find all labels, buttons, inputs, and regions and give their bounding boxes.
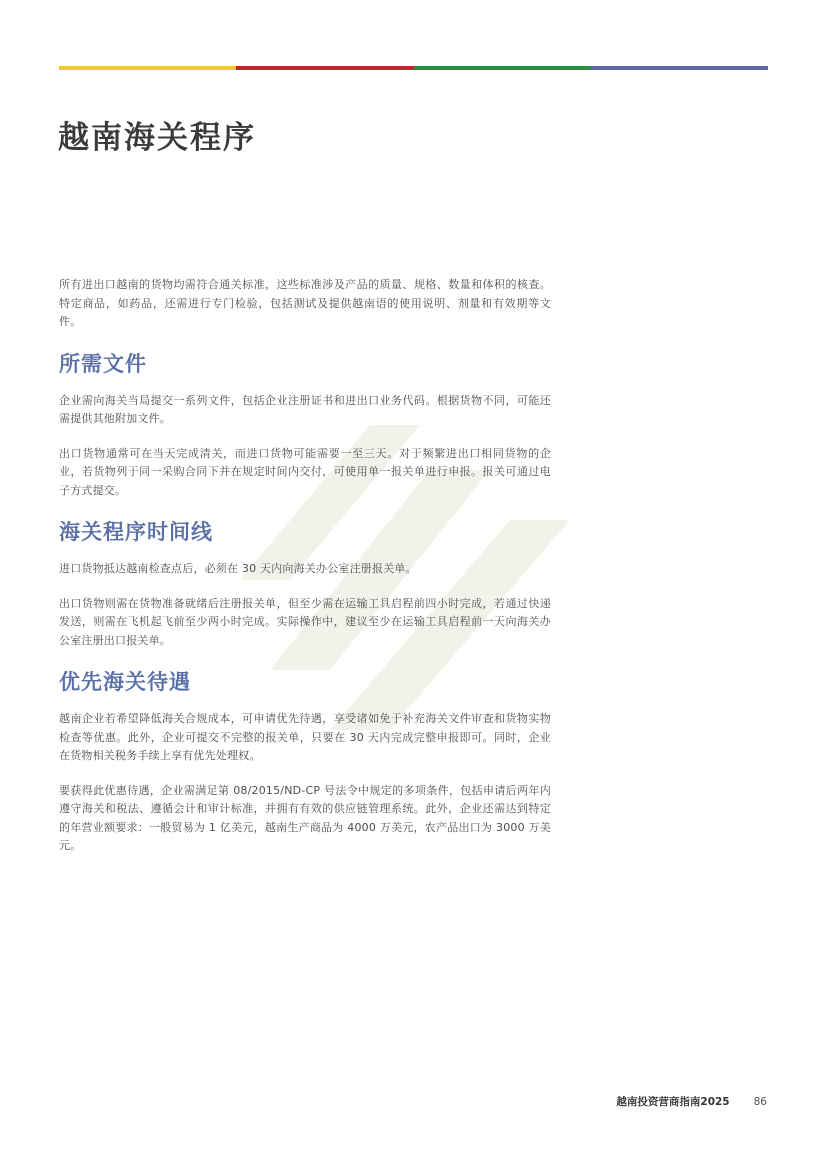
paragraph: 越南企业若希望降低海关合规成本，可申请优先待遇，享受诸如免于补充海关文件审查和货物实物检查等优惠。此外，企业可提交不完整的报关单，只要在 30 天内完成完整申报即可。同时，企业在货物相关税务手续上享有优先处理权。 bbox=[59, 712, 551, 762]
bar-segment-red bbox=[236, 66, 413, 70]
bar-segment-green bbox=[414, 66, 591, 70]
intro-paragraph: 所有进出口越南的货物均需符合通关标准，这些标准涉及产品的质量、规格、数量和体积的核查。特定商品，如药品，还需进行专门检验，包括测试及提供越南语的使用说明、剂量和有效期等文件。 bbox=[59, 278, 551, 328]
bar-segment-blue bbox=[591, 66, 768, 70]
footer-title: 越南投资营商指南2025 bbox=[616, 1096, 730, 1108]
page-title: 越南海关程序 bbox=[58, 120, 256, 156]
paragraph: 企业需向海关当局提交一系列文件，包括企业注册证书和进出口业务代码。根据货物不同，可能还需提供其他附加文件。 bbox=[59, 393, 551, 425]
main-content bbox=[59, 276, 551, 872]
section-heading-timeline: 海关程序时间线 bbox=[59, 520, 213, 544]
page-number: 86 bbox=[753, 1095, 767, 1108]
page-footer bbox=[616, 1094, 767, 1109]
paragraph: 要获得此优惠待遇，企业需满足第 08/2015/ND-CP 号法令中规定的多项条件，包括申请后两年内遵守海关和税法、遵循会计和审计标准，并拥有有效的供应链管理系统。此外，企业还需达到特定的年营业额要求：一般贸易为 1 亿美元，越南生产商品为 4000 万美元，农产品出口为 3000 万美元。 bbox=[59, 783, 551, 852]
top-color-bar bbox=[59, 66, 768, 70]
paragraph: 进口货物抵达越南检查点后，必须在 30 天内向海关办公室注册报关单。 bbox=[59, 562, 417, 575]
paragraph: 出口货物则需在货物准备就绪后注册报关单，但至少需在运输工具启程前四小时完成，若通过快递发送，则需在飞机起飞前至少两小时完成。实际操作中，建议至少在运输工具启程前一天向海关办公室注册出口报关单。 bbox=[59, 596, 551, 647]
section-heading-documents: 所需文件 bbox=[59, 351, 147, 376]
bar-segment-yellow bbox=[59, 66, 236, 70]
paragraph: 出口货物通常可在当天完成清关，而进口货物可能需要一至三天。对于频繁进出口相同货物的企业，若货物列于同一采购合同下并在规定时间内交付，可使用单一报关单进行申报。报关可通过电子方式提交。 bbox=[59, 446, 551, 497]
section-heading-priority: 优先海关待遇 bbox=[59, 670, 191, 694]
